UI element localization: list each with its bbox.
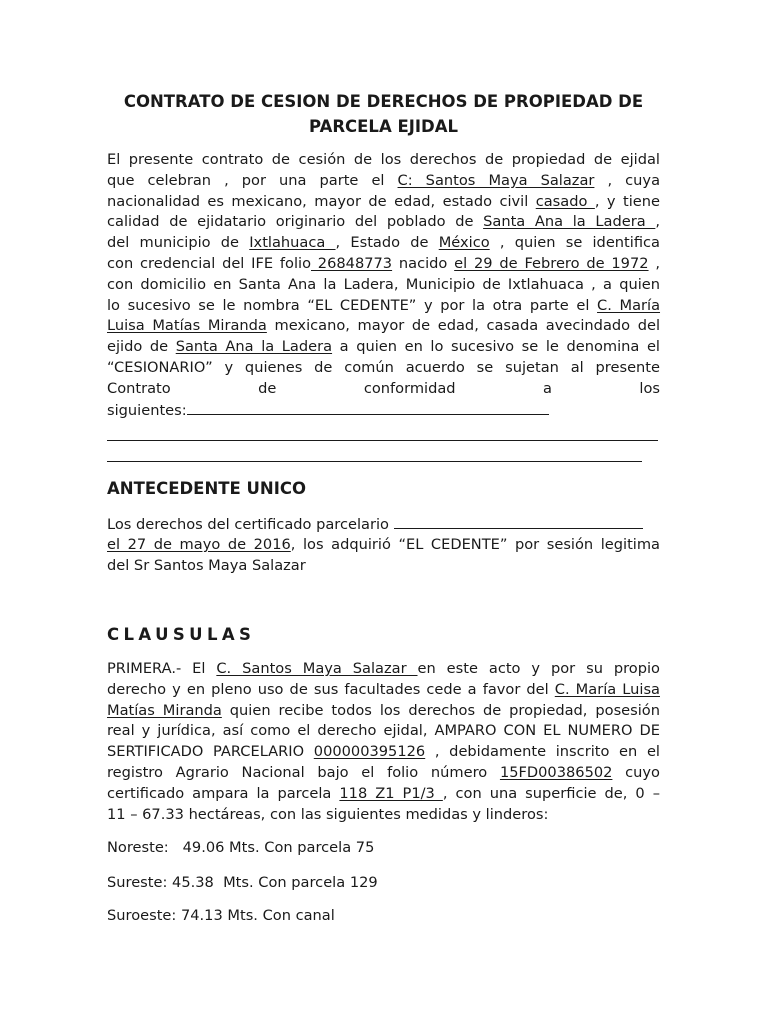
title-line-1: CONTRATO DE CESION DE DERECHOS DE PROPIEDAD DE xyxy=(123,92,644,111)
antecedente-line-2 xyxy=(107,535,660,556)
intro-line-11: “CESIONARIO” y quienes de común acuerdo se sujetan al presente xyxy=(107,358,660,376)
primera-text: registro Agrario Nacional bajo el folio número xyxy=(107,763,500,781)
intro-text: que celebran , por una parte el xyxy=(107,171,398,189)
primera-line-2 xyxy=(107,680,660,701)
lindero-suroeste: Suroeste: 74.13 Mts. Con canal xyxy=(107,907,335,924)
intro-text: calidad de ejidatario originario del poblado de xyxy=(107,213,484,231)
primera-line-4: real y jurídica, así como el derecho ejidal, AMPARO CON EL NUMERO DE xyxy=(107,722,660,740)
primera-text: SERTIFICADO PARCELARIO xyxy=(107,743,314,761)
title-line-2: PARCELA EJIDAL xyxy=(309,117,458,136)
certificado-numero: 000000395126 xyxy=(313,743,426,761)
primera-line-3 xyxy=(107,701,660,722)
intro-text: , xyxy=(655,213,660,231)
parcela-numero: 118 Z1 P1/3 xyxy=(339,784,443,802)
intro-line-1: El presente contrato de cesión de los derechos de propiedad de ejidal xyxy=(107,151,660,168)
antecedente-text: Los derechos del certificado parcelario xyxy=(107,516,394,533)
intro-text: , cuya xyxy=(594,171,661,189)
intro-text: lo sucesivo se le nombra “EL CEDENTE” y por la otra parte el xyxy=(107,296,598,314)
intro-text: ejido de xyxy=(107,338,176,356)
intro-text: nacionalidad es mexicano, mayor de edad, estado civil xyxy=(107,192,536,210)
primera-text: , debidamente inscrito en el xyxy=(425,743,660,761)
document-title xyxy=(107,89,660,139)
intro-text: del municipio de xyxy=(107,234,250,252)
intro-text: , Estado de xyxy=(335,234,439,252)
cesionario-name-part2: Luisa Matías Miranda xyxy=(107,317,267,335)
primera-text: cuyo xyxy=(612,763,660,781)
antecedente-paragraph xyxy=(107,514,660,576)
cesionario-name-part1: C. María xyxy=(597,296,661,314)
adquisicion-date: el 27 de mayo de 2016 xyxy=(107,535,291,553)
primera-line-1 xyxy=(107,659,660,680)
intro-text: , quien se identifica xyxy=(489,234,660,252)
birth-date: el 29 de Febrero de 1972 xyxy=(454,254,649,272)
intro-line-5 xyxy=(107,233,660,254)
municipio: Ixtlahuaca xyxy=(249,234,336,252)
estado: México xyxy=(438,234,490,252)
primera-text: , con una superficie de, 0 – xyxy=(442,784,660,802)
primera-text: quien recibe todos los derechos de propiedad, posesión xyxy=(221,701,660,719)
intro-line-3 xyxy=(107,192,660,213)
primera-text: derecho y en pleno uso de sus facultades cede a favor del xyxy=(107,680,555,698)
certificado-blank xyxy=(394,514,643,529)
primera-text: certificado ampara la parcela xyxy=(107,784,340,802)
intro-text: , xyxy=(648,254,660,272)
cesionario-name-part1: C. María Luisa xyxy=(554,680,660,698)
intro-text: con credencial del IFE folio xyxy=(107,254,311,272)
antecedente-line-3: del Sr Santos Maya Salazar xyxy=(107,556,306,574)
intro-line-13 xyxy=(107,400,660,421)
intro-line-2 xyxy=(107,171,660,192)
intro-line-6 xyxy=(107,254,660,275)
primera-line-6 xyxy=(107,763,660,784)
primera-line-5 xyxy=(107,742,660,763)
intro-line-7: con domicilio en Santa Ana la Ladera, Municipio de Ixtlahuaca , a quien xyxy=(107,275,660,293)
intro-text: mexicano, mayor de edad, casada avecindado del xyxy=(266,317,660,335)
intro-text: nacido xyxy=(392,254,455,272)
intro-text: a quien en lo sucesivo se le denomina el xyxy=(332,338,660,356)
cedente-name: C: Santos Maya Salazar xyxy=(397,171,595,189)
blank-line xyxy=(187,400,549,415)
intro-paragraph xyxy=(107,150,660,420)
intro-line-8 xyxy=(107,296,660,317)
primera-line-7 xyxy=(107,784,660,805)
folio-numero: 15FD00386502 xyxy=(499,763,613,781)
primera-text: en este acto y por su propio xyxy=(417,660,660,677)
intro-text: siguientes: xyxy=(107,401,187,419)
blank-rule-2 xyxy=(107,461,642,462)
antecedente-line-1 xyxy=(107,514,660,535)
poblado: Santa Ana la Ladera xyxy=(483,213,656,231)
blank-rule-1 xyxy=(107,440,658,441)
cesionario-name-part2: Matías Miranda xyxy=(107,701,222,719)
intro-line-12: Contrato de conformidad a los xyxy=(107,379,660,397)
ejido: Santa Ana la Ladera xyxy=(175,338,333,356)
ife-folio: 26848773 xyxy=(311,254,393,272)
intro-line-10 xyxy=(107,337,660,358)
intro-text: , y tiene xyxy=(594,192,660,210)
antecedente-heading: ANTECEDENTE UNICO xyxy=(107,479,307,498)
primera-text: PRIMERA.- El xyxy=(107,660,217,677)
intro-line-9 xyxy=(107,316,660,337)
estado-civil: casado xyxy=(535,192,595,210)
clausula-primera xyxy=(107,659,660,825)
primera-line-8: 11 – 67.33 hectáreas, con las siguientes medidas y linderos: xyxy=(107,805,549,823)
lindero-noreste: Noreste: 49.06 Mts. Con parcela 75 xyxy=(107,839,375,856)
lindero-sureste: Sureste: 45.38 Mts. Con parcela 129 xyxy=(107,874,378,891)
intro-line-4 xyxy=(107,212,660,233)
clausulas-heading: CLAUSULAS xyxy=(107,625,256,644)
cedente-name: C. Santos Maya Salazar xyxy=(216,660,418,677)
antecedente-text: , los adquirió “EL CEDENTE” por sesión legitima xyxy=(290,535,660,553)
